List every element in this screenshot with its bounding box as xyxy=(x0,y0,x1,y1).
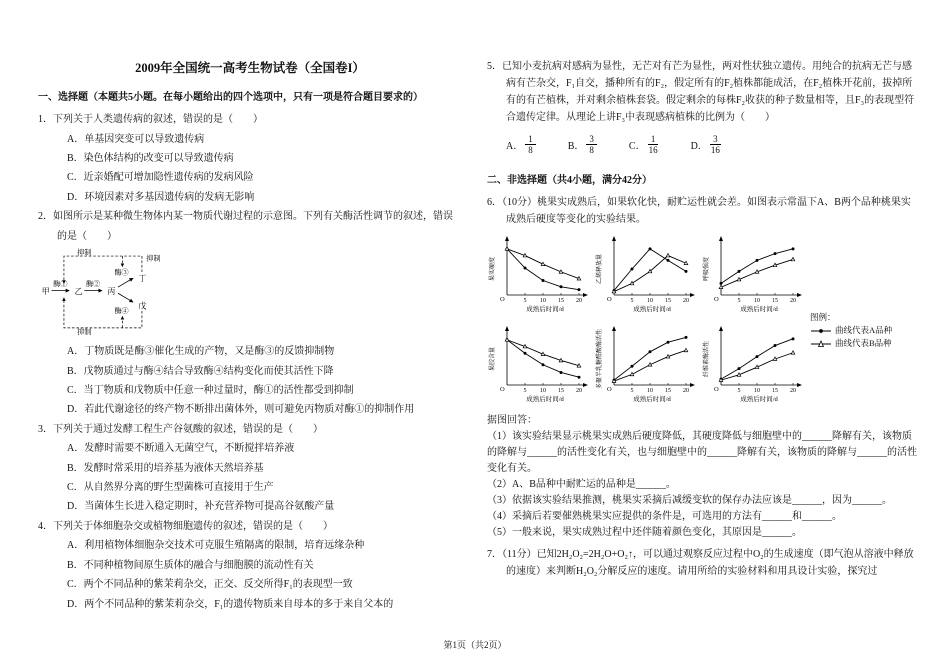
section-two-header: 二、非选择题（共4小题，满分42分） xyxy=(487,175,652,186)
q3-option-c: C．从自然界分离的野生型菌株可直接用于生产 xyxy=(67,482,274,494)
svg-text:O: O xyxy=(607,296,612,303)
q2-option-b: B．戊物质通过与酶④结合导致酶④结构变化而使其活性下降 xyxy=(67,365,334,377)
q7-stem: 7．（11分）已知2H₂O₂=2H₂O+O₂↑，可以通过观察反应过程中O₂的生成速度（即气泡从溶液中释放的速度）来判断H₂O₂分解反应的速度。请用所给的实验材料和用具设计实验，探究过 xyxy=(487,549,914,577)
q6-chart-panel-4 xyxy=(487,323,591,407)
svg-text:O: O xyxy=(500,296,505,303)
svg-text:成熟后时间/d: 成熟后时间/d xyxy=(740,396,778,403)
q1-option-b: B．染色体结构的改变可以导致遗传病 xyxy=(67,152,234,164)
diagram-node-yi: 乙 xyxy=(74,287,83,297)
svg-text:5: 5 xyxy=(737,298,741,304)
q6-chart-panel-2 xyxy=(594,233,698,317)
q6-chart-panel-1 xyxy=(487,233,591,317)
q5-option-c-label: C． xyxy=(628,140,646,152)
feedback-ding-enzyme1 xyxy=(64,256,142,283)
q5-option-c-fraction: $\frac{1}{16}$ xyxy=(648,133,658,155)
svg-text:呼吸强度: 呼吸强度 xyxy=(704,256,710,282)
q2-stem: 2．如图所示是某种微生物体内某一物质代谢过程的示意图。下列有关酶活性调节的叙述，错误的是（ ） xyxy=(38,211,453,242)
svg-text:成熟后时间/d: 成熟后时间/d xyxy=(740,306,778,313)
svg-text:纤维素酶活性: 纤维素酶活性 xyxy=(704,340,710,378)
q6-sub-5: （5）一般来说，果实成熟过程中还伴随着颜色变化，其原因是______。 xyxy=(487,527,802,538)
svg-text:10: 10 xyxy=(647,298,653,304)
q6-chart-panel-6 xyxy=(701,323,805,407)
svg-text:10: 10 xyxy=(754,298,760,304)
q5-option-a-label: A． xyxy=(506,140,524,152)
q5-option-b xyxy=(568,134,597,155)
svg-text:成熟后时间/d: 成熟后时间/d xyxy=(526,396,564,403)
svg-text:10: 10 xyxy=(754,388,760,394)
svg-text:10: 10 xyxy=(540,388,546,394)
svg-text:乙烯释放量: 乙烯释放量 xyxy=(597,253,603,285)
q1-option-a: A．单基因突变可以导致遗传病 xyxy=(67,133,205,145)
diagram-inhibit-top: 抑制 xyxy=(77,248,92,257)
legend-line-b-icon xyxy=(810,340,832,348)
diagram-enzyme-1: 酶① xyxy=(53,280,68,289)
svg-text:成熟后时间/d: 成熟后时间/d xyxy=(633,306,671,313)
svg-text:5: 5 xyxy=(523,388,527,394)
svg-text:20: 20 xyxy=(683,388,689,394)
q2-option-c: C．当丁物质和戊物质中任意一种过量时，酶①的活性都受到抑制 xyxy=(67,384,354,396)
svg-text:O: O xyxy=(500,386,505,393)
q2-metabolic-pathway-diagram xyxy=(40,248,235,335)
right-column xyxy=(487,58,917,580)
diagram-node-jia: 甲 xyxy=(41,287,50,297)
q6-chart-panel-5 xyxy=(594,323,698,407)
q3-stem: 3．下列关于通过发酵工程生产谷氨酸的叙述，错误的是（ ） xyxy=(38,423,323,435)
svg-text:O: O xyxy=(714,386,719,393)
q3-option-d: D．当菌体生长进入稳定期时，补充营养物可提高谷氨酸产量 xyxy=(67,501,335,513)
svg-text:20: 20 xyxy=(683,298,689,304)
q6-legend-title: 图例： xyxy=(810,312,836,322)
page-title: 2009年全国统一高考生物试卷（全国卷I） xyxy=(135,61,365,75)
q6-sub-1: （1）该实验结果显示桃果实成熟后硬度降低，其硬度降低与细胞壁中的______降解有关，该物质的降解与______的活性变化有关，也与细胞壁中的______降解有关，该物质的降解与______的活性变化有关。 xyxy=(487,431,917,474)
q4-option-a: A．利用植物体细胞杂交技术可克服生殖隔离的限制，培育远缘杂种 xyxy=(67,540,365,552)
svg-text:15: 15 xyxy=(665,298,671,304)
q5-option-b-fraction: $\frac{3}{8}$ xyxy=(586,134,597,155)
q1-stem: 1．下列关于人类遗传病的叙述，错误的是（ ） xyxy=(38,114,263,125)
section-one-header: 一、选择题（本题共5小题。在每小题给出的四个选项中，只有一项是符合题目要求的） xyxy=(38,92,423,103)
q6-legend-label-a: 曲线代表A品种 xyxy=(835,325,893,335)
q2-option-d: D．若此代谢途径的终产物不断排出菌体外，则可避免丙物质对酶①的抑制作用 xyxy=(67,404,415,416)
arrow-bing-wu xyxy=(118,293,133,302)
svg-text:10: 10 xyxy=(540,298,546,304)
svg-text:20: 20 xyxy=(576,298,582,304)
diagram-node-ding: 丁 xyxy=(138,273,147,283)
svg-text:15: 15 xyxy=(558,388,564,394)
q5-stem: 5．已知小麦抗病对感病为显性，无芒对有芒为显性，两对性状独立遗传。用纯合的抗病无芒与感病有芒杂交，F₁自交，播种所有的F₂，假定所有的F₂植株都能成活，在F₂植株开花前，拔掉所有的有芒植株，并对剩余植株套袋。假定剩余的每株F₂收获的种子数量相等，且F₃的表现型符合遗传定律。从理论上讲F₃中表现感病植株的比例为（ ） xyxy=(487,61,915,123)
feedback-wu-enzyme1 xyxy=(64,298,142,328)
q6-charts xyxy=(487,233,917,411)
left-column xyxy=(38,60,462,614)
svg-text:20: 20 xyxy=(790,388,796,394)
svg-text:果胶含量: 果胶含量 xyxy=(490,346,496,372)
svg-text:20: 20 xyxy=(790,298,796,304)
diagram-enzyme-2: 酶② xyxy=(86,280,101,289)
svg-text:成熟后时间/d: 成熟后时间/d xyxy=(633,396,671,403)
diagram-enzyme-3: 酶③ xyxy=(114,268,129,277)
q1-option-d: D．环境因素对多基因遗传病的发病无影响 xyxy=(67,191,255,203)
q5-option-a-fraction: $\frac{1}{8}$ xyxy=(525,134,536,155)
q5-option-d-fraction: $\frac{3}{16}$ xyxy=(710,133,720,155)
diagram-node-bing: 丙 xyxy=(107,287,116,297)
q6-legend xyxy=(810,311,892,350)
q2-diagram-wrap xyxy=(40,248,462,340)
svg-text:多聚半乳糖醛酸酶活性: 多聚半乳糖醛酸酶活性 xyxy=(597,328,603,390)
q6-prompt: 据图回答： xyxy=(487,415,537,426)
svg-text:5: 5 xyxy=(737,388,741,394)
svg-text:10: 10 xyxy=(647,388,653,394)
svg-text:5: 5 xyxy=(630,298,634,304)
svg-text:O: O xyxy=(607,386,612,393)
page-footer: 第1页（共2页） xyxy=(443,640,507,650)
svg-text:15: 15 xyxy=(772,298,778,304)
diagram-inhibit-bottom: 抑制 xyxy=(77,328,92,336)
q4-option-d: D．两个不同品种的紫茉莉杂交，F₁的遗传物质来自母本的多于来自父本的 xyxy=(67,598,394,610)
q6-legend-row-b xyxy=(810,337,892,350)
q5-option-a xyxy=(506,134,536,155)
svg-text:15: 15 xyxy=(558,298,564,304)
q5-options xyxy=(506,131,917,157)
arrow-bing-ding xyxy=(118,278,133,287)
q6-legend-row-a xyxy=(810,324,892,337)
diagram-inhibit-mid: 抑制 xyxy=(146,254,161,263)
q5-option-d-label: D． xyxy=(690,140,708,152)
q4-option-b: B．不同种植物间原生质体的融合与细胞膜的流动性有关 xyxy=(67,559,314,571)
q6-sub-3: （3）依据该实验结果推测，桃果实采摘后减缓变软的保存办法应该是______，因为______。 xyxy=(487,495,892,506)
q4-option-c: C．两个不同品种的紫茉莉杂交，正交、反交所得F₁的表现型一致 xyxy=(67,579,353,591)
svg-text:果实硬度: 果实硬度 xyxy=(490,256,496,282)
q6-chart-panel-3 xyxy=(701,233,805,317)
svg-text:5: 5 xyxy=(630,388,634,394)
q4-stem: 4．下列关于体细胞杂交或植物细胞遗传的叙述，错误的是（ ） xyxy=(38,520,333,532)
legend-line-a-icon xyxy=(810,327,832,335)
q5-option-d xyxy=(691,134,721,155)
q1-option-c: C．近亲婚配可增加隐性遗传病的发病风险 xyxy=(67,172,254,184)
q5-option-c xyxy=(629,134,659,155)
svg-text:15: 15 xyxy=(772,388,778,394)
svg-text:5: 5 xyxy=(523,298,527,304)
q5-option-b-label: B． xyxy=(567,140,585,152)
q2-option-a: A．丁物质既是酶③催化生成的产物，又是酶③的反馈抑制物 xyxy=(67,346,335,358)
svg-text:20: 20 xyxy=(576,388,582,394)
svg-text:15: 15 xyxy=(665,388,671,394)
diagram-node-wu: 戊 xyxy=(138,301,147,311)
q6-sub-4: （4）采摘后若要催熟桃果实应提供的条件是，可选用的方法有______和______。 xyxy=(487,511,842,522)
svg-text:O: O xyxy=(714,296,719,303)
q6-sub-2: （2）A、B品种中耐贮运的品种是______。 xyxy=(487,479,676,490)
q6-stem: 6．（10分）桃果实成熟后，如果软化快，耐贮运性就会差。如图表示常温下A、B两个品种桃果实成熟后硬度等变化的实验结果。 xyxy=(487,197,911,225)
q3-option-b: B．发酵时常采用的培养基为液体天然培养基 xyxy=(67,462,264,474)
q3-option-a: A．发酵时需要不断通入无菌空气，不断搅拌培养液 xyxy=(67,443,295,455)
diagram-enzyme-4: 酶④ xyxy=(114,306,129,315)
svg-text:成熟后时间/d: 成熟后时间/d xyxy=(526,306,564,313)
q6-legend-label-b: 曲线代表B品种 xyxy=(835,338,892,348)
